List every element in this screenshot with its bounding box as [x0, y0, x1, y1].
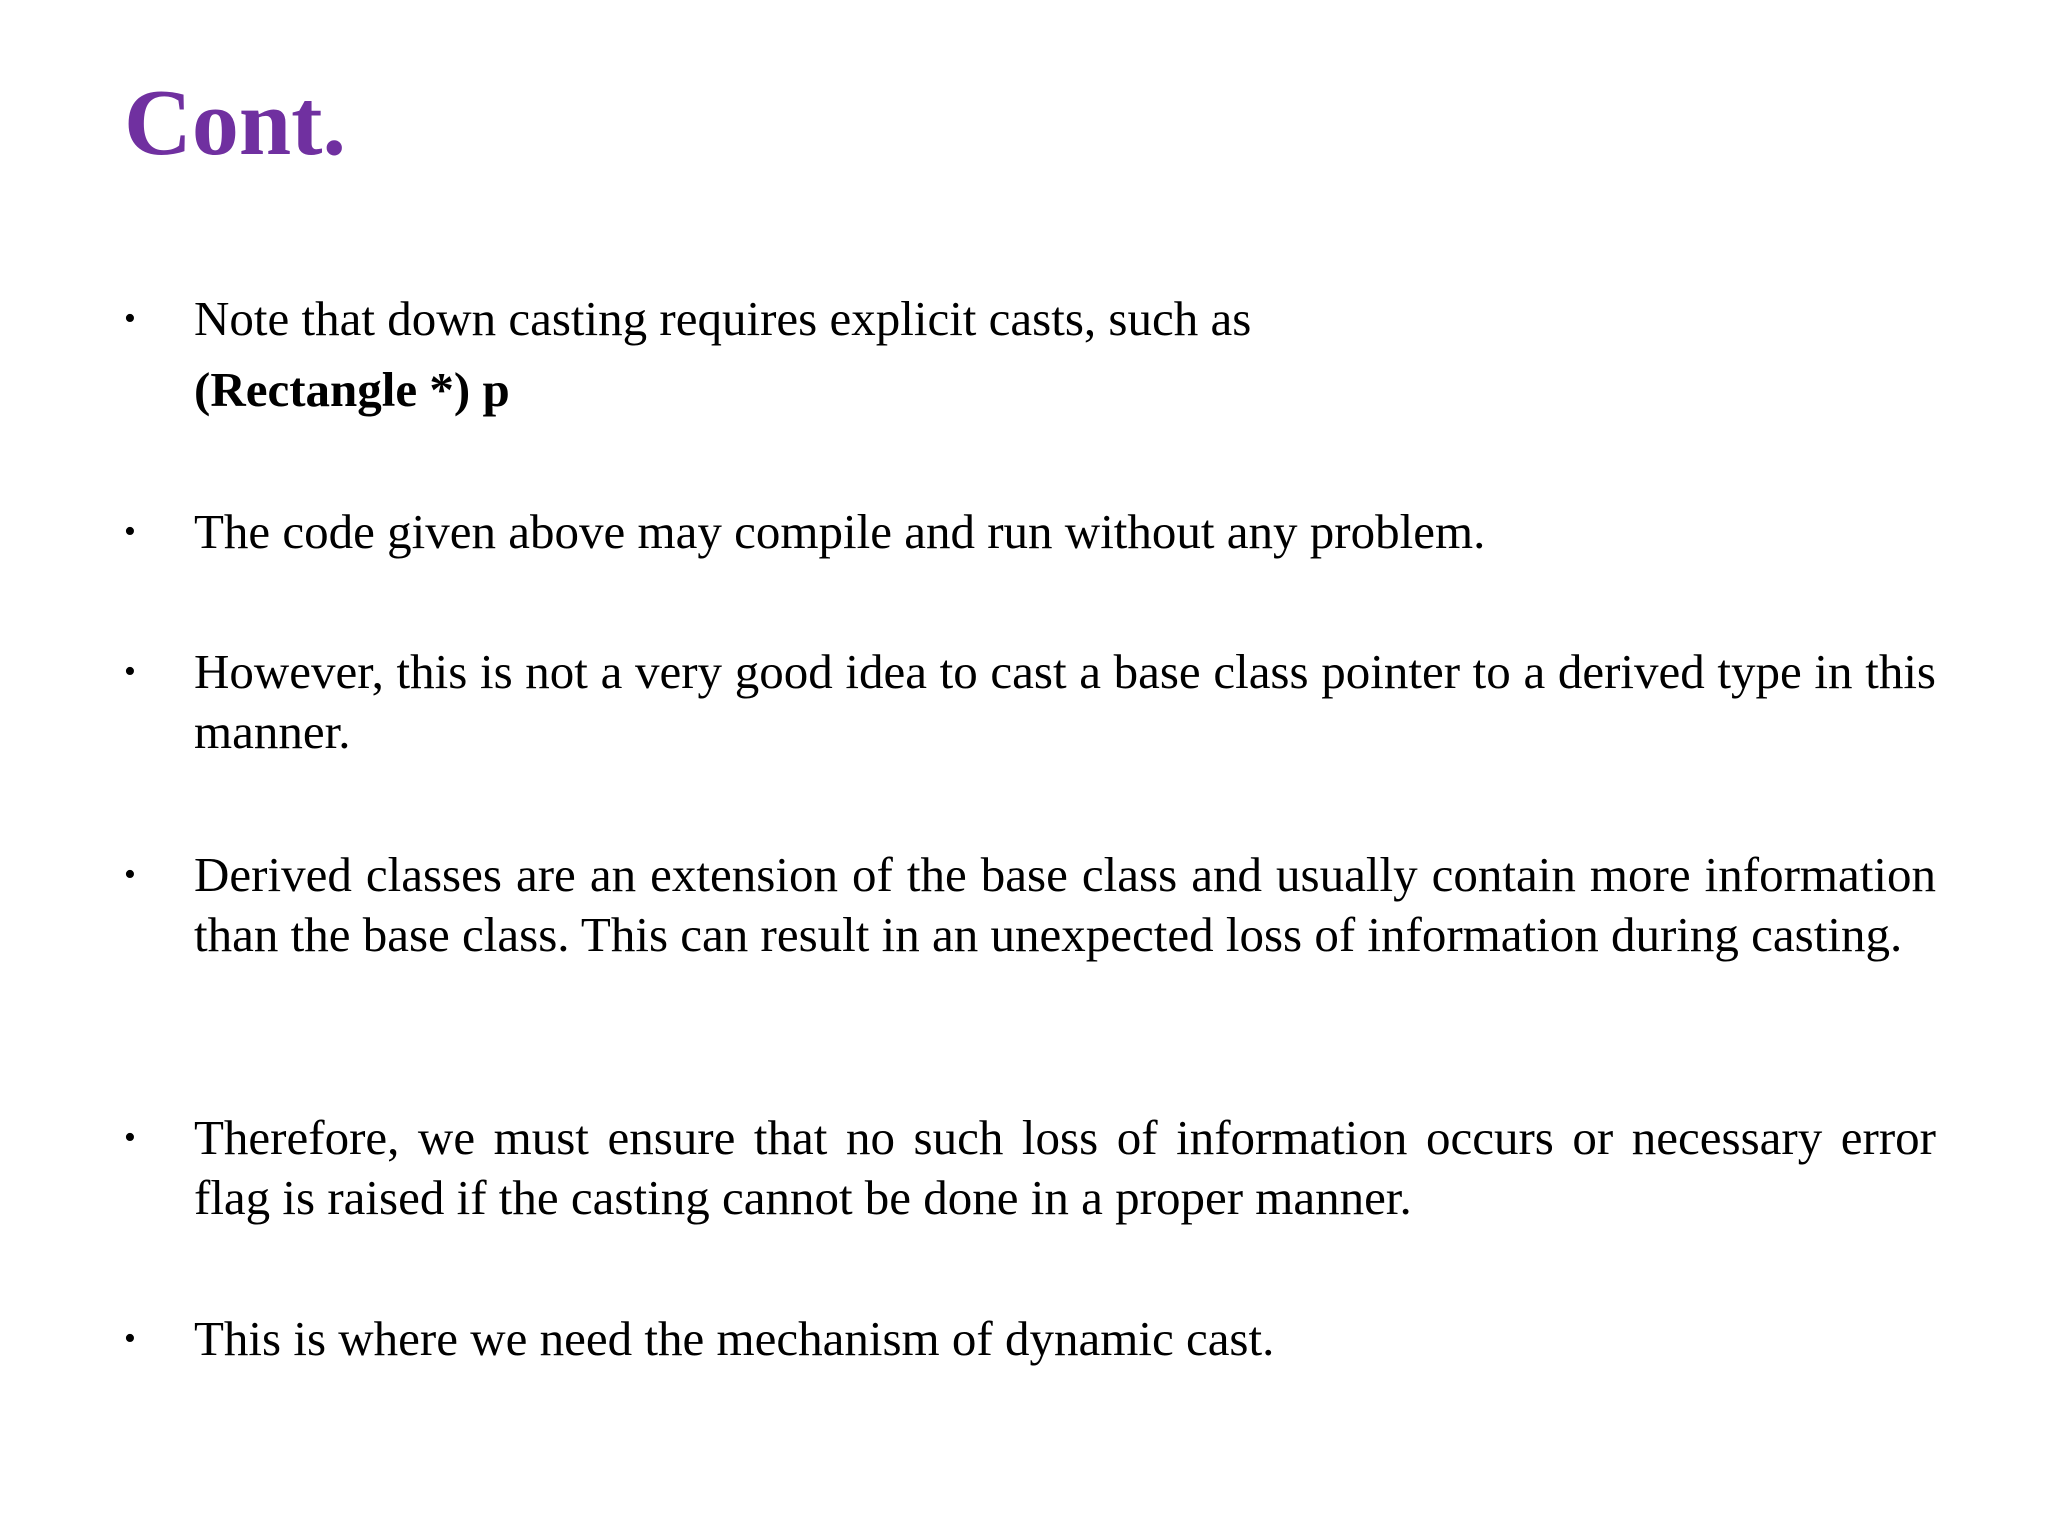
bullet-dot: • — [124, 513, 136, 550]
bullet-dot: • — [124, 856, 136, 893]
bullet-dot: • — [124, 300, 136, 337]
bullet-item — [124, 1108, 1936, 1228]
bullet-item — [124, 1309, 1936, 1369]
bullet-item — [124, 642, 1936, 762]
bullet-dot: • — [124, 1320, 136, 1357]
bullet-text: Derived classes are an extension of the base class and usually contain more information than the base class. This can result in an unexpected loss of information during casting. — [194, 847, 1936, 962]
bullet-item — [124, 502, 1936, 562]
bullet-dot: • — [124, 653, 136, 690]
bullet-text: Therefore, we must ensure that no such loss of information occurs or necessary error flag is raised if the casting cannot be done in a proper manner. — [194, 1110, 1936, 1225]
bullet-text: This is where we need the mechanism of dynamic cast. — [194, 1311, 1275, 1366]
bullet-text: However, this is not a very good idea to cast a base class pointer to a derived type in this manner. — [194, 644, 1936, 759]
bullet-content — [194, 289, 1936, 420]
bullet-item — [124, 845, 1936, 965]
bullet-item — [124, 289, 1936, 420]
bullet-dot: • — [124, 1119, 136, 1156]
slide-title: Cont. — [124, 71, 346, 175]
code-snippet: (Rectangle *) p — [194, 362, 510, 417]
bullet-text: The code given above may compile and run without any problem. — [194, 504, 1486, 559]
bullet-text: Note that down casting requires explicit casts, such as — [194, 291, 1252, 346]
